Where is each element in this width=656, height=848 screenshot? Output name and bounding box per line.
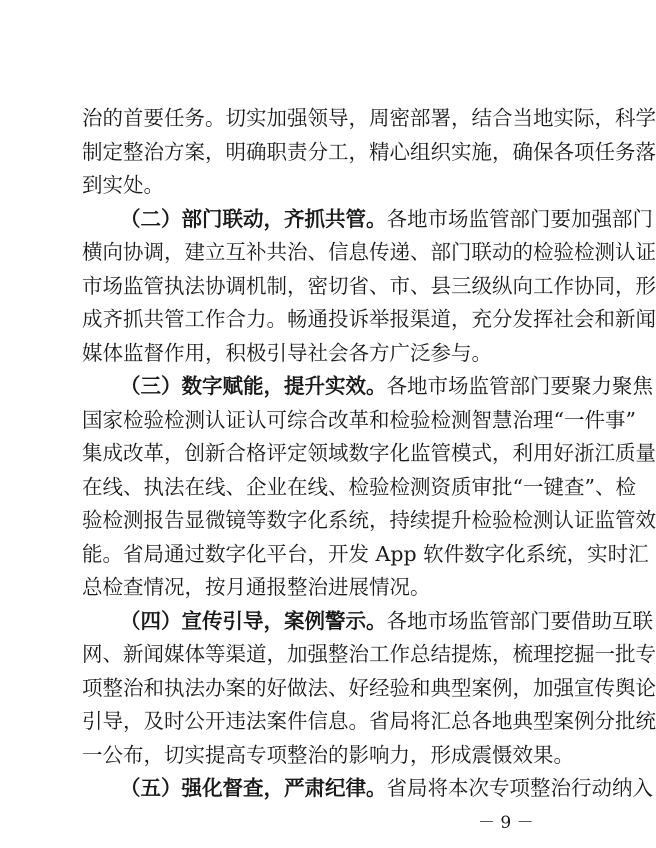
section-heading: （三）数字赋能，提升实效。	[120, 374, 387, 398]
body-line: 媒体监督作用，积极引导社会各方广泛参与。	[82, 341, 492, 365]
body-line: 制定整治方案，明确职责分工，精心组织实施，确保各项任务落	[82, 140, 656, 164]
body-text: 各地市场监管部门要聚力聚焦	[386, 374, 653, 398]
body-text: 省局将本次专项整治行动纳入	[386, 776, 653, 800]
body-text: 各地市场监管部门要借助互联	[386, 609, 653, 633]
section-heading: （五）强化督查，严肃纪律。	[120, 776, 387, 800]
body-line: 总检查情况，按月通报整治进展情况。	[82, 575, 431, 599]
body-text: 各地市场监管部门要加强部门	[386, 207, 653, 231]
body-line: 在线、执法在线、企业在线、检验检测资质审批“一键查”、检	[82, 475, 636, 499]
body-line: 一公布，切实提高专项整治的影响力，形成震慑效果。	[82, 743, 574, 767]
section-heading-line	[120, 374, 653, 398]
body-line: 引导，及时公开违法案件信息。省局将汇总各地典型案例分批统	[82, 709, 656, 733]
body-line: 市场监管执法协调机制，密切省、市、县三级纵向工作协同，形	[82, 274, 656, 298]
body-line: 横向协调，建立互补共治、信息传递、部门联动的检验检测认证	[82, 240, 656, 264]
body-line: 网、新闻媒体等渠道，加强整治工作总结提炼，梳理挖掘一批专	[82, 642, 656, 666]
section-heading-line	[120, 207, 653, 231]
body-line: 到实处。	[82, 173, 164, 197]
body-line: 国家检验检测认证认可综合改革和检验检测智慧治理“一件事”	[82, 408, 636, 432]
body-line: 验检测报告显微镜等数字化系统，持续提升检验检测认证监管效	[82, 508, 656, 532]
page-number: － 9 －	[478, 813, 534, 833]
section-heading: （四）宣传引导，案例警示。	[120, 609, 387, 633]
section-heading-line	[120, 776, 653, 800]
body-line: 集成改革，创新合格评定领域数字化监管模式，利用好浙江质量	[82, 441, 656, 465]
body-line: 治的首要任务。切实加强领导，周密部署，结合当地实际，科学	[82, 106, 656, 130]
section-heading-line	[120, 609, 653, 633]
section-heading: （二）部门联动，齐抓共管。	[120, 207, 387, 231]
body-line: 成齐抓共管工作合力。畅通投诉举报渠道，充分发挥社会和新闻	[82, 307, 656, 331]
body-line: 项整治和执法办案的好做法、好经验和典型案例，加强宣传舆论	[82, 676, 656, 700]
body-line: 能。省局通过数字化平台，开发 App 软件数字化系统，实时汇	[82, 542, 649, 566]
